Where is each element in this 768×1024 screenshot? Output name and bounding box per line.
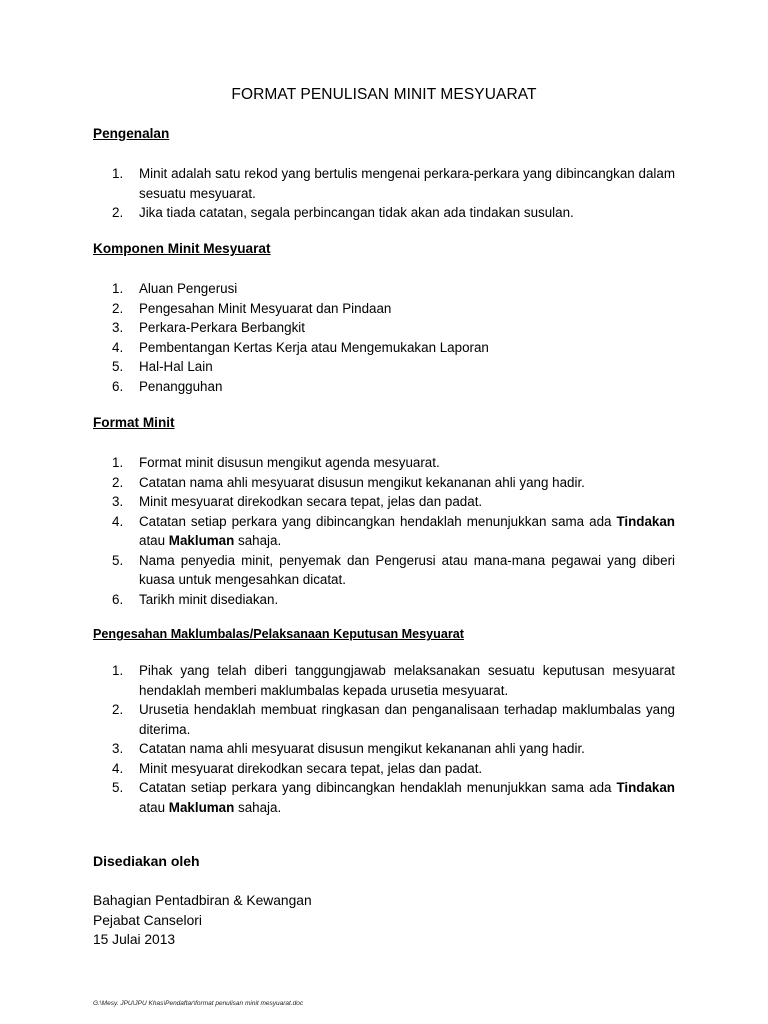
list-number: 3.	[112, 320, 124, 335]
list-number: 1.	[112, 455, 124, 470]
list-number: 2.	[112, 702, 124, 717]
section-heading-format-minit: Format Minit	[93, 415, 175, 430]
document-date: 15 Julai 2013	[93, 932, 176, 947]
list-item	[112, 551, 675, 590]
list-komponen	[112, 279, 675, 396]
list-item	[112, 453, 675, 473]
list-item	[112, 590, 675, 610]
list-number: 2.	[112, 474, 124, 490]
list-item-text: Format minit disusun mengikut agenda mesyuarat.	[139, 455, 440, 470]
prepared-by-heading: Disediakan oleh	[93, 853, 200, 869]
list-item-text: Nama penyedia minit, penyemak dan Pengerusi atau mana-mana pegawai yang diberi kuasa untuk mengesahkan dicatat.	[139, 552, 675, 587]
list-item	[112, 739, 675, 759]
list-item-text: Pengesahan Minit Mesyuarat dan Pindaan	[139, 300, 392, 316]
list-number: 3.	[112, 494, 124, 509]
section-heading-pengesahan: Pengesahan Maklumbalas/Pelaksanaan Keputusan Mesyuarat	[93, 627, 464, 641]
list-item-text: Catatan setiap perkara yang dibincangkan hendaklah menunjukkan sama ada Tindakan atau Makluman sahaja.	[139, 513, 675, 548]
list-number: 2.	[112, 205, 124, 220]
emphasis-makluman: Makluman	[168, 533, 235, 548]
prepared-by-block	[93, 891, 312, 950]
file-path-footer: G:\Mesy. JPU\JPU Khas\Pendaftar\format penulisan minit mesyuarat.doc	[93, 1000, 304, 1007]
list-item-text: Pihak yang telah diberi tanggungjawab melaksanakan sesuatu keputusan mesyuarat hendaklah memberi maklumbalas kepada urusetia mesyuarat.	[139, 663, 675, 698]
section-heading-pengenalan: Pengenalan	[93, 126, 170, 141]
emphasis-tindakan: Tindakan	[616, 780, 675, 795]
emphasis-makluman: Makluman	[168, 799, 235, 815]
list-item-text: Penangguhan	[139, 378, 223, 394]
office-name: Pejabat Canselori	[93, 912, 202, 928]
list-item-text: Catatan nama ahli mesyuarat disusun mengikut kekananan ahli yang hadir.	[139, 474, 585, 490]
list-number: 4.	[112, 339, 124, 355]
list-number: 1.	[112, 663, 124, 678]
list-format-minit	[112, 453, 675, 609]
list-number: 4.	[112, 760, 124, 776]
list-item	[112, 203, 675, 223]
list-item	[112, 661, 675, 700]
list-item	[112, 299, 675, 319]
section-heading-komponen: Komponen Minit Mesyuarat	[93, 241, 271, 256]
list-item-text: Tarikh minit disediakan.	[139, 591, 279, 607]
list-item-text: Perkara-Perkara Berbangkit	[139, 320, 305, 335]
list-number: 3.	[112, 741, 124, 756]
list-item-text: Catatan nama ahli mesyuarat disusun mengikut kekananan ahli yang hadir.	[139, 741, 585, 756]
list-item	[112, 778, 675, 817]
list-item-text: Minit mesyuarat direkodkan secara tepat, jelas dan padat.	[139, 760, 483, 776]
list-item	[112, 700, 675, 739]
list-item-text: Minit adalah satu rekod yang bertulis mengenai perkara-perkara yang dibincangkan dalam sesuatu mesyuarat.	[139, 166, 675, 201]
list-pengesahan	[112, 661, 675, 817]
list-item	[112, 279, 675, 299]
list-item-text: Aluan Pengerusi	[139, 281, 238, 296]
list-number: 1.	[112, 166, 124, 181]
list-number: 2.	[112, 300, 124, 316]
list-pengenalan	[112, 164, 675, 223]
list-item	[112, 318, 675, 338]
list-item	[112, 473, 675, 493]
list-item-text: Hal-Hal Lain	[139, 359, 213, 374]
list-item	[112, 759, 675, 779]
list-item-text: Minit mesyuarat direkodkan secara tepat, jelas dan padat.	[139, 494, 483, 509]
emphasis-tindakan: Tindakan	[616, 513, 675, 529]
document-title: FORMAT PENULISAN MINIT MESYUARAT	[231, 86, 537, 103]
list-number: 5.	[112, 552, 124, 568]
list-item-text: Urusetia hendaklah membuat ringkasan dan penganalisaan terhadap maklumbalas yang diterima.	[139, 702, 675, 737]
list-item-text: Catatan setiap perkara yang dibincangkan hendaklah menunjukkan sama ada Tindakan atau Makluman sahaja.	[139, 780, 675, 815]
list-item	[112, 492, 675, 512]
list-item	[112, 164, 675, 203]
list-item-text: Pembentangan Kertas Kerja atau Mengemukakan Laporan	[139, 339, 489, 355]
list-number: 5.	[112, 780, 124, 795]
list-number: 5.	[112, 359, 124, 374]
list-item	[112, 377, 675, 397]
list-item	[112, 512, 675, 551]
list-number: 1.	[112, 281, 124, 296]
list-item-text: Jika tiada catatan, segala perbincangan tidak akan ada tindakan susulan.	[139, 205, 574, 220]
list-item	[112, 338, 675, 358]
list-number: 6.	[112, 591, 124, 607]
list-number: 6.	[112, 378, 124, 394]
list-number: 4.	[112, 513, 124, 529]
list-item	[112, 357, 675, 377]
department-name: Bahagian Pentadbiran & Kewangan	[93, 893, 312, 908]
